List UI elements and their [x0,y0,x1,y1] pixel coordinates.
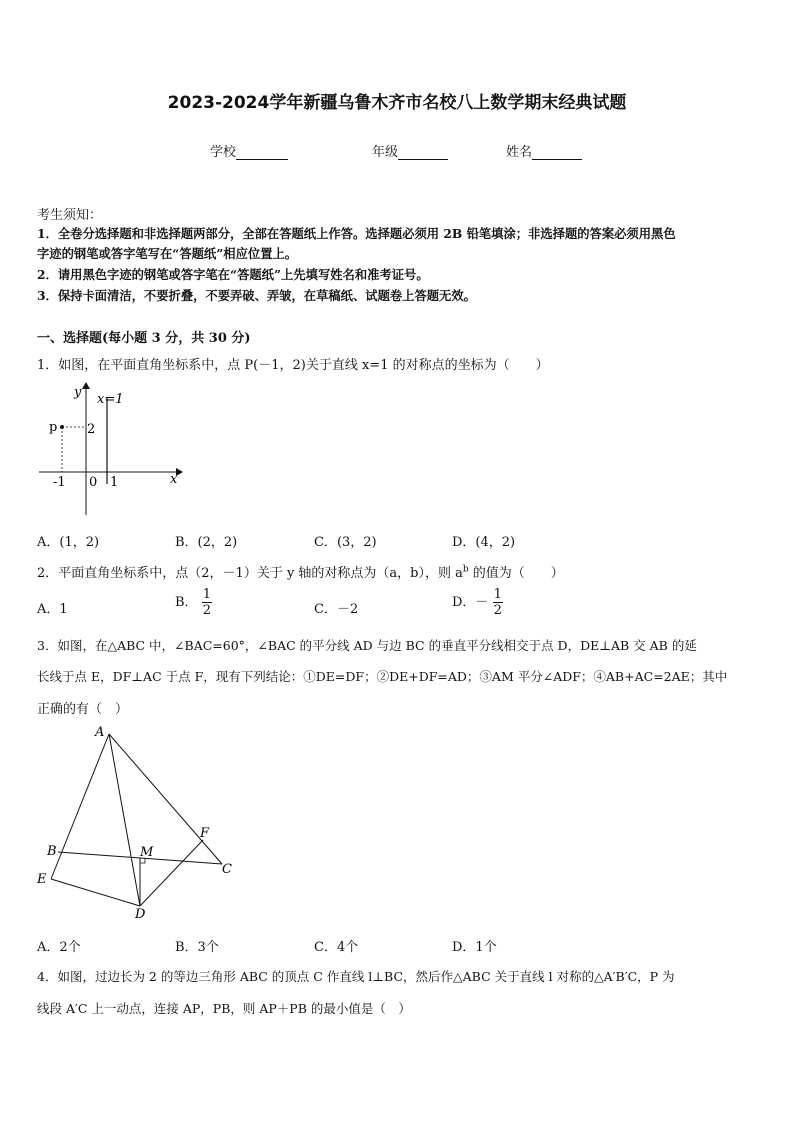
q2-option-b-fraction [202,587,212,618]
school-blank[interactable] [236,145,288,160]
name-label: 姓名 [506,145,533,160]
q3-stem-line-3: 正确的有（ ） [37,702,129,717]
label-A: A [95,725,105,740]
fraction-denominator: 2 [202,603,211,618]
q2-option-a[interactable]: A．1 [37,602,68,617]
y-axis-label: y [74,385,82,400]
fraction-numerator: 1 [202,587,211,602]
q3-triangle-figure [30,722,245,927]
q2-stem-part-b: 的值为（ ） [468,566,564,581]
q2-option-d-fraction [493,587,503,618]
q1-coordinate-figure [36,380,186,520]
q2-option-d[interactable] [452,587,503,618]
q2-stem-part-a: 2．平面直角坐标系中，点（2，－1）关于 y 轴的对称点为（a，b），则 a [37,566,463,581]
y-axis-arrow-icon [82,382,90,389]
label-C: C [222,862,232,877]
tick-2-label: 2 [87,422,96,437]
label-D: D [135,907,146,922]
q3-option-b[interactable]: B．3个 [175,940,219,955]
q1-option-c[interactable]: C．(3，2) [314,535,377,550]
q3-option-c[interactable]: C．4个 [314,940,359,955]
q3-stem-line-1: 3．如图，在△ABC 中，∠BAC=60°，∠BAC 的平分线 AD 与边 BC 的垂直平分线相交于点 D，DE⊥AB 交 AB 的延 [37,638,697,653]
line-AC [109,734,222,864]
page-title: 2023-2024学年新疆乌鲁木齐市名校八上数学期末经典试题 [167,93,627,113]
grade-field [372,141,448,160]
label-F: F [200,826,210,841]
line-AD [109,734,140,906]
fraction-numerator: 1 [493,587,502,602]
school-label: 学校 [210,145,237,160]
point-p [60,425,64,429]
label-E: E [37,872,47,887]
q2-stem-superscript: b [462,564,469,575]
x-axis-label: x [170,472,178,487]
notice-line-2: 2．请用黑色字迹的钢笔或答字笔在“答题纸”上先填写姓名和准考证号。 [37,267,429,282]
tick-1-label: 1 [110,475,119,490]
tick-neg1-label: -1 [53,475,66,490]
notice-heading: 考生须知： [37,208,103,223]
q3-option-a[interactable]: A．2个 [37,940,81,955]
fraction-denominator: 2 [493,603,502,618]
name-field [506,141,582,160]
q1-option-a[interactable]: A．(1，2) [37,535,100,550]
q2-option-c[interactable]: C．－2 [314,602,359,617]
label-B: B [47,844,57,859]
q1-stem: 1．如图，在平面直角坐标系中，点 P(－1，2)关于直线 x=1 的对称点的坐标为（ ） [37,358,549,373]
label-M: M [140,845,154,860]
q4-stem-line-2: 线段 A′C 上一动点，连接 AP，PB，则 AP＋PB 的最小值是（ ） [37,1001,411,1016]
notice-line-1a: 1．全卷分选择题和非选择题两部分，全部在答题纸上作答。选择题必须用 2B 铅笔填涂；非选择题的答案必须用黑色 [37,226,676,241]
name-blank[interactable] [532,145,582,160]
q4-stem-line-1: 4．如图，过边长为 2 的等边三角形 ABC 的顶点 C 作直线 l⊥BC，然后作△ABC 关于直线 l 对称的△A′B′C，P 为 [37,969,675,984]
notice-line-3: 3．保持卡面清洁，不要折叠，不要弄破、弄皱，在草稿纸、试题卷上答题无效。 [37,288,476,303]
line-label: x=1 [97,392,124,407]
q2-option-d-label: D．－ [452,595,489,610]
origin-label: 0 [89,475,98,490]
q2-option-b[interactable] [175,587,212,618]
section-heading: 一、选择题(每小题 3 分，共 30 分) [37,331,251,346]
school-field [210,141,288,160]
q1-option-d[interactable]: D．(4，2) [452,535,516,550]
q3-option-d[interactable]: D．1个 [452,940,497,955]
line-AE [51,734,109,879]
q2-option-b-label: B． [175,595,198,610]
notice-line-1b: 字迹的钢笔或答字笔写在“答题纸”相应位置上。 [37,246,298,261]
p-label: p [49,420,58,435]
q1-option-b[interactable]: B．(2，2) [175,535,238,550]
line-ED [51,879,140,906]
q2-stem [37,562,564,581]
q3-stem-line-2: 长线于点 E，DF⊥AC 于点 F，现有下列结论：①DE=DF；②DE+DF=AD；③AM 平分∠ADF；④AB+AC=2AE；其中 [37,669,728,684]
grade-label: 年级 [372,145,399,160]
grade-blank[interactable] [398,145,448,160]
